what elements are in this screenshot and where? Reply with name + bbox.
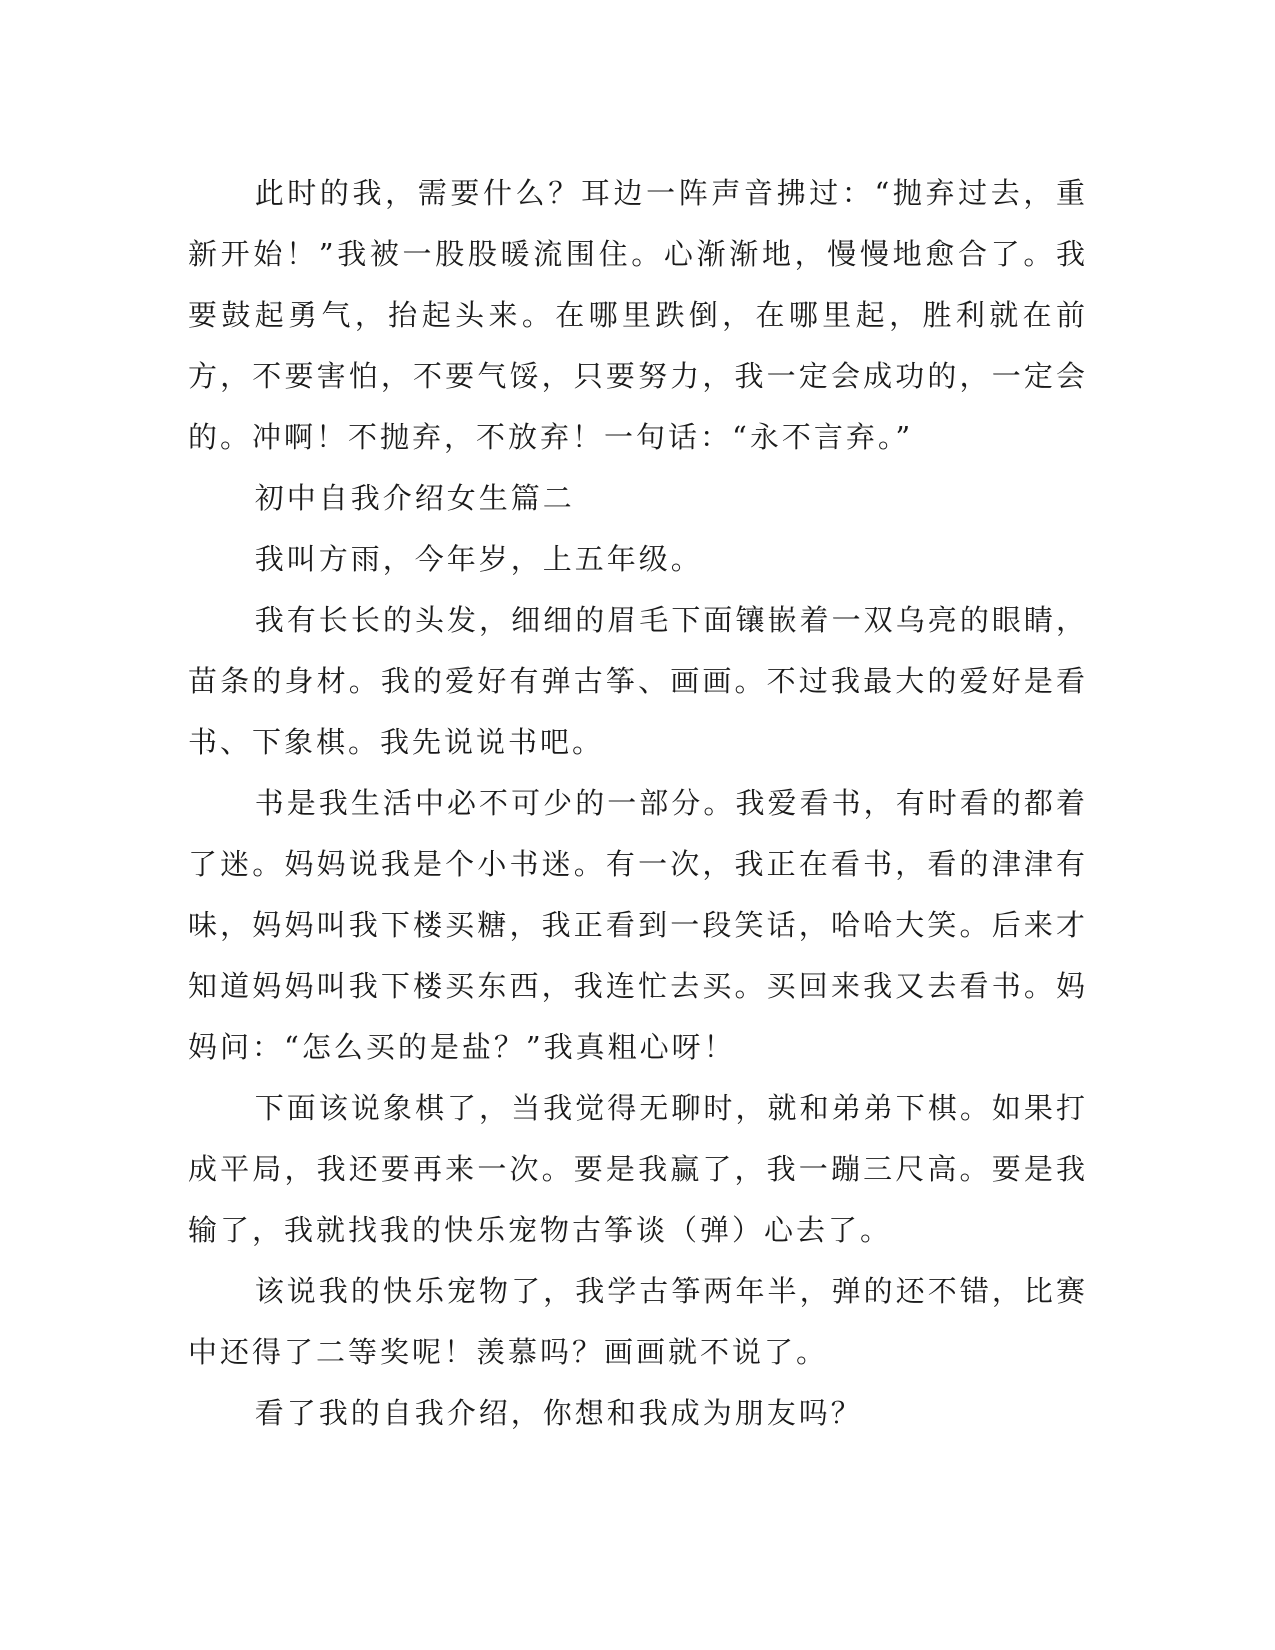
paragraph-books: 书是我生活中必不可少的一部分。我爱看书，有时看的都着了迷。妈妈说我是个小书迷。有一次，我正在看书，看的津津有味，妈妈叫我下楼买糖，我正看到一段笑话，哈哈大笑。后来才知道妈妈叫我下楼买东西，我连忙去买。买回来我又去看书。妈妈问：“怎么买的是盐？”我真粗心呀！ xyxy=(188,786,1088,1064)
paragraph-resolve: 此时的我，需要什么？耳边一阵声音拂过：“抛弃过去，重新开始！”我被一股股暖流围住。心渐渐地，慢慢地愈合了。我要鼓起勇气，抬起头来。在哪里跌倒，在哪里起，胜利就在前方，不要害怕，不要气馁，只要努力，我一定会成功的，一定会的。冲啊！不抛弃，不放弃！一句话：“永不言弃。” xyxy=(188,176,1088,454)
paragraph-chess: 下面该说象棋了，当我觉得无聊时，就和弟弟下棋。如果打成平局，我还要再来一次。要是我赢了，我一蹦三尺高。要是我输了，我就找我的快乐宠物古筝谈（弹）心去了。 xyxy=(188,1091,1088,1247)
paragraph-closing: 看了我的自我介绍，你想和我成为朋友吗？ xyxy=(254,1396,863,1430)
section-heading: 初中自我介绍女生篇二 xyxy=(254,481,575,515)
paragraph-guzheng: 该说我的快乐宠物了，我学古筝两年半，弹的还不错，比赛中还得了二等奖呢！羡慕吗？画画就不说了。 xyxy=(188,1274,1088,1369)
document-body xyxy=(188,163,1088,1444)
paragraph-intro: 我叫方雨，今年岁，上五年级。 xyxy=(254,542,703,576)
paragraph-appearance: 我有长长的头发，细细的眉毛下面镶嵌着一双乌亮的眼睛，苗条的身材。我的爱好有弹古筝、画画。不过我最大的爱好是看书、下象棋。我先说说书吧。 xyxy=(188,603,1088,759)
